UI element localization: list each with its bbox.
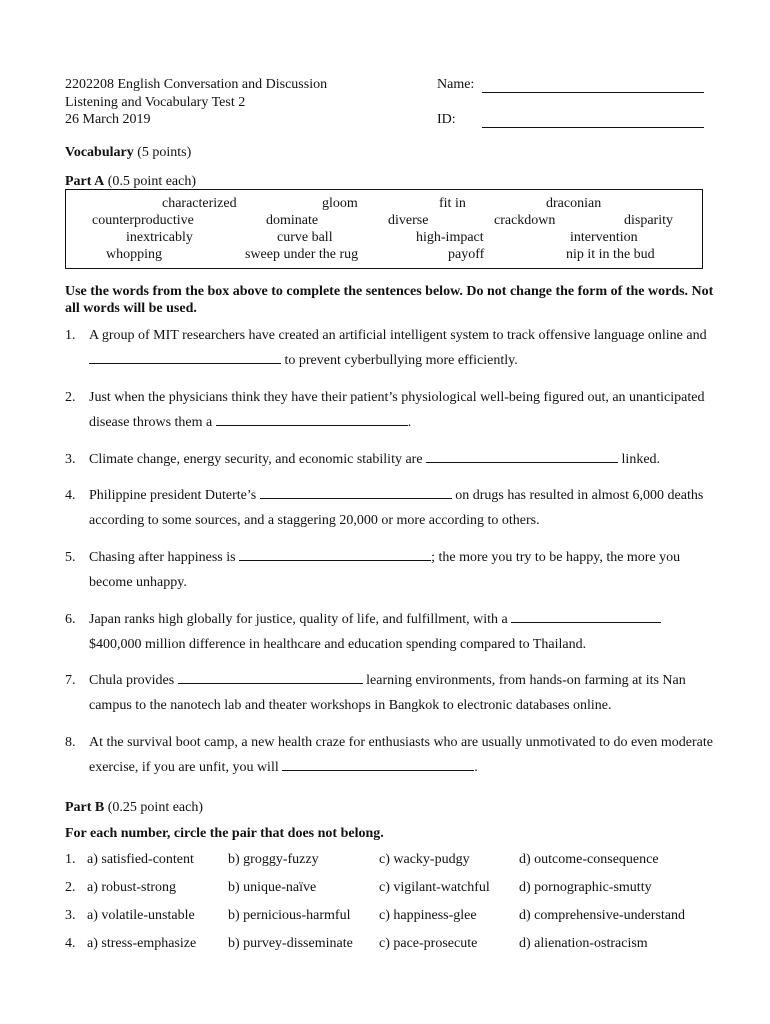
part-b-row-2: 2. a) robust-strong b) unique-naïve c) vigilant-watchful d) pornographic-smutty (65, 880, 652, 895)
part-b-row-4: 4. a) stress-emphasize b) purvey-disseminate c) pace-prosecute d) alienation-ostracism (65, 936, 648, 951)
word-item: counterproductive (92, 213, 194, 228)
name-field[interactable] (482, 79, 704, 93)
word-item: inextricably (126, 230, 193, 245)
part-b-row-3: 3. a) volatile-unstable b) pernicious-harmful c) happiness-glee d) comprehensive-understand (65, 908, 685, 923)
answer-blank[interactable] (260, 484, 452, 499)
answer-blank[interactable] (178, 669, 363, 684)
part-a-heading: Part A (0.5 point each) (65, 174, 197, 189)
course-title: 2202208 English Conversation and Discussion (65, 77, 328, 92)
part-a-instructions: Use the words from the box above to complete the sentences below. Do not change the form of the words. Not all words will be used. (65, 284, 714, 316)
id-label: ID: (437, 112, 456, 127)
word-item: gloom (322, 196, 358, 211)
option-c[interactable]: c) happiness-glee (379, 908, 477, 923)
option-a[interactable]: a) stress-emphasize (87, 936, 197, 951)
part-b-row-1: 1. a) satisfied-content b) groggy-fuzzy c) wacky-pudgy d) outcome-consequence (65, 852, 659, 867)
answer-blank[interactable] (511, 608, 661, 623)
answer-blank[interactable] (239, 546, 431, 561)
part-b-heading: Part B (0.25 point each) (65, 800, 204, 815)
question-7: 7. Chula provides learning environments, from hands-on farming at its Nan campus to the nanotech lab and theater workshops in Bangkok to electronic databases online. (65, 668, 715, 718)
word-item: payoff (448, 247, 485, 262)
word-item: sweep under the rug (245, 247, 359, 262)
word-item: high-impact (416, 230, 484, 245)
option-b[interactable]: b) unique-naïve (228, 880, 317, 895)
word-item: whopping (106, 247, 162, 262)
option-d[interactable]: d) alienation-ostracism (519, 936, 648, 951)
vocabulary-heading: Vocabulary (5 points) (65, 145, 192, 160)
option-c[interactable]: c) vigilant-watchful (379, 880, 490, 895)
question-3: 3. Climate change, energy security, and economic stability are linked. (65, 447, 715, 472)
test-date: 26 March 2019 (65, 112, 151, 127)
option-d[interactable]: d) outcome-consequence (519, 852, 659, 867)
word-item: crackdown (494, 213, 556, 228)
question-6: 6. Japan ranks high globally for justice, quality of life, and fulfillment, with a $400,000 million difference in healthcare and education spending compared to Thailand. (65, 607, 715, 657)
option-c[interactable]: c) wacky-pudgy (379, 852, 470, 867)
word-item: draconian (546, 196, 602, 211)
word-box (65, 189, 703, 269)
id-field[interactable] (482, 114, 704, 128)
word-item: nip it in the bud (566, 247, 655, 262)
option-b[interactable]: b) groggy-fuzzy (228, 852, 319, 867)
option-c[interactable]: c) pace-prosecute (379, 936, 478, 951)
answer-blank[interactable] (89, 349, 281, 364)
word-item: curve ball (277, 230, 333, 245)
answer-blank[interactable] (282, 756, 474, 771)
word-item: characterized (162, 196, 237, 211)
option-a[interactable]: a) volatile-unstable (87, 908, 195, 923)
question-8: 8. At the survival boot camp, a new health craze for enthusiasts who are usually unmotivated to do even moderate exercise, if you are unfit, you will . (65, 735, 713, 775)
option-b[interactable]: b) pernicious-harmful (228, 908, 351, 923)
option-d[interactable]: d) comprehensive-understand (519, 908, 685, 923)
answer-blank[interactable] (426, 448, 618, 463)
answer-blank[interactable] (216, 411, 408, 426)
option-d[interactable]: d) pornographic-smutty (519, 880, 652, 895)
option-a[interactable]: a) satisfied-content (87, 852, 194, 867)
question-4: 4. Philippine president Duterte’s on drugs has resulted in almost 6,000 deaths according to some sources, and a staggering 20,000 or more according to others. (65, 483, 715, 533)
question-2: 2. Just when the physicians think they have their patient’s physiological well-being figured out, an unanticipated disease throws them a . (65, 390, 705, 430)
question-1: 1. A group of MIT researchers have created an artificial intelligent system to track offensive language online and to prevent cyberbullying more efficiently. (65, 328, 707, 368)
student-fields (437, 76, 704, 128)
word-item: diverse (388, 213, 429, 228)
name-label: Name: (437, 77, 475, 92)
question-5: 5. Chasing after happiness is ; the more you try to be happy, the more you become unhappy. (65, 545, 715, 595)
option-b[interactable]: b) purvey-disseminate (228, 936, 353, 951)
option-a[interactable]: a) robust-strong (87, 880, 177, 895)
word-item: disparity (624, 213, 673, 228)
header-info (65, 76, 327, 129)
word-item: fit in (439, 196, 466, 211)
part-b-instructions: For each number, circle the pair that does not belong. (65, 826, 384, 841)
word-item: dominate (266, 213, 319, 228)
word-item: intervention (570, 230, 638, 245)
test-title: Listening and Vocabulary Test 2 (65, 94, 246, 110)
